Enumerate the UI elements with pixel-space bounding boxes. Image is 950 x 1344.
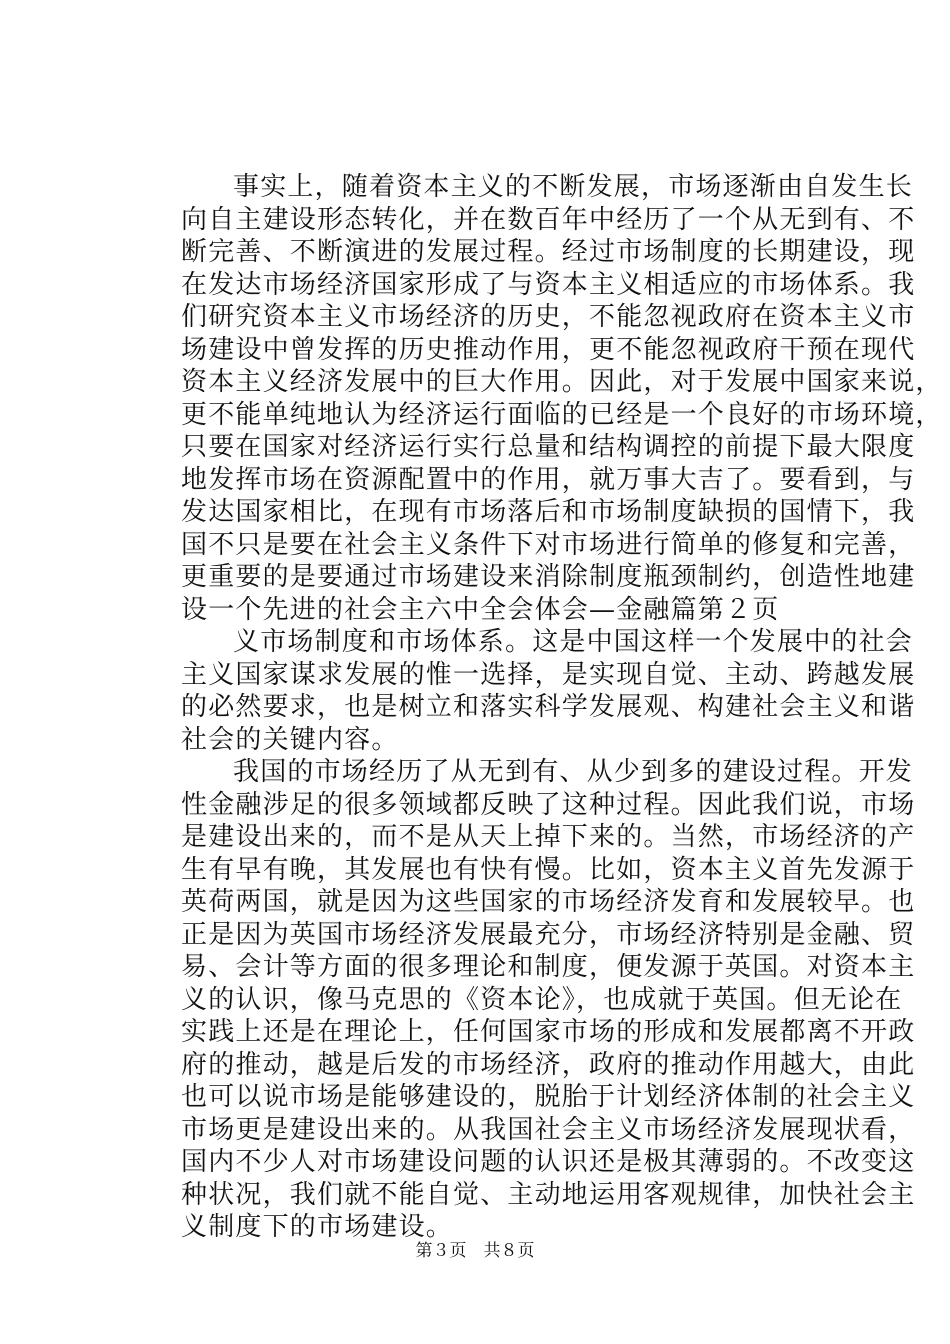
text-line: 的必然要求，也是树立和落实科学发展观、构建社会主义和谐 bbox=[181, 692, 916, 722]
text-line: 生有早有晚，其发展也有快有慢。比如，资本主义首先发源于 bbox=[181, 854, 916, 885]
paragraph-3 bbox=[181, 756, 916, 1244]
text-line: 是建设出来的，而不是从天上掉下来的。当然，市场经济的产 bbox=[181, 822, 916, 852]
text-line: 市场更是建设出来的。从我国社会主义市场经济发展现状看， bbox=[181, 1114, 916, 1145]
text-line: 义市场制度和市场体系。这是中国这样一个发展中的社会 bbox=[233, 627, 914, 657]
text-line: 种状况，我们就不能自觉、主动地运用客观规律，加快社会主 bbox=[181, 1179, 916, 1210]
text-line: 设一个先进的社会主六中全会体会—金融篇第２页 bbox=[181, 594, 780, 625]
text-line: 国不只是要在社会主义条件下对市场进行简单的修复和完善， bbox=[181, 529, 916, 560]
text-line: 性金融涉足的很多领域都反映了这种过程。因此我们说，市场 bbox=[181, 789, 916, 820]
paragraph-2 bbox=[181, 626, 916, 756]
text-line: 向自主建设形态转化，并在数百年中经历了一个从无到有、不 bbox=[181, 204, 916, 235]
text-line: 我国的市场经历了从无到有、从少到多的建设过程。开发 bbox=[233, 757, 914, 787]
text-line: 国内不少人对市场建设问题的认识还是极其薄弱的。不改变这 bbox=[181, 1147, 916, 1177]
paragraph-1 bbox=[181, 171, 943, 626]
text-line: 主义国家谋求发展的惟一选择，是实现自觉、主动、跨越发展 bbox=[181, 659, 916, 690]
body-text bbox=[181, 171, 943, 1244]
text-line: 只要在国家对经济运行实行总量和结构调控的前提下最大限度 bbox=[181, 432, 916, 462]
text-line: 在发达市场经济国家形成了与资本主义相适应的市场体系。我 bbox=[181, 269, 916, 300]
text-line: 场建设中曾发挥的历史推动作用，更不能忽视政府干预在现代 bbox=[181, 334, 916, 365]
text-line: 发达国家相比，在现有市场落后和市场制度缺损的国情下，我 bbox=[181, 497, 916, 527]
text-line: 英荷两国，就是因为这些国家的市场经济发育和发展较早。也 bbox=[181, 887, 916, 917]
text-line: 事实上，随着资本主义的不断发展，市场逐渐由自发生长 bbox=[233, 172, 914, 202]
text-line: 资本主义经济发展中的巨大作用。因此，对于发展中国家来说， bbox=[181, 367, 943, 397]
text-line: 地发挥市场在资源配置中的作用，就万事大吉了。要看到，与 bbox=[181, 464, 916, 495]
text-line: 更重要的是要通过市场建设来消除制度瓶颈制约，创造性地建 bbox=[181, 562, 916, 592]
page-number-label: 第３页 共８页 bbox=[415, 1241, 535, 1261]
text-line: 断完善、不断演进的发展过程。经过市场制度的长期建设，现 bbox=[181, 237, 916, 267]
text-line: 也可以说市场是能够建设的，脱胎于计划经济体制的社会主义 bbox=[181, 1082, 916, 1112]
text-line: 实践上还是在理论上，任何国家市场的形成和发展都离不开政 bbox=[181, 1017, 916, 1047]
text-line: 们研究资本主义市场经济的历史，不能忽视政府在资本主义市 bbox=[181, 302, 916, 332]
text-line: 正是因为英国市场经济发展最充分，市场经济特别是金融、贸 bbox=[181, 919, 916, 950]
text-line: 义的认识，像马克思的《资本论》，也成就于英国。但无论在 bbox=[181, 984, 903, 1015]
text-line: 义制度下的市场建设。 bbox=[181, 1212, 454, 1242]
text-line: 更不能单纯地认为经济运行面临的已经是一个良好的市场环境， bbox=[181, 399, 943, 430]
page-footer bbox=[0, 1240, 950, 1262]
text-line: 易、会计等方面的很多理论和制度，便发源于英国。对资本主 bbox=[181, 952, 916, 982]
text-line: 社会的关键内容。 bbox=[181, 724, 399, 755]
text-line: 府的推动，越是后发的市场经济，政府的推动作用越大，由此 bbox=[181, 1049, 916, 1080]
